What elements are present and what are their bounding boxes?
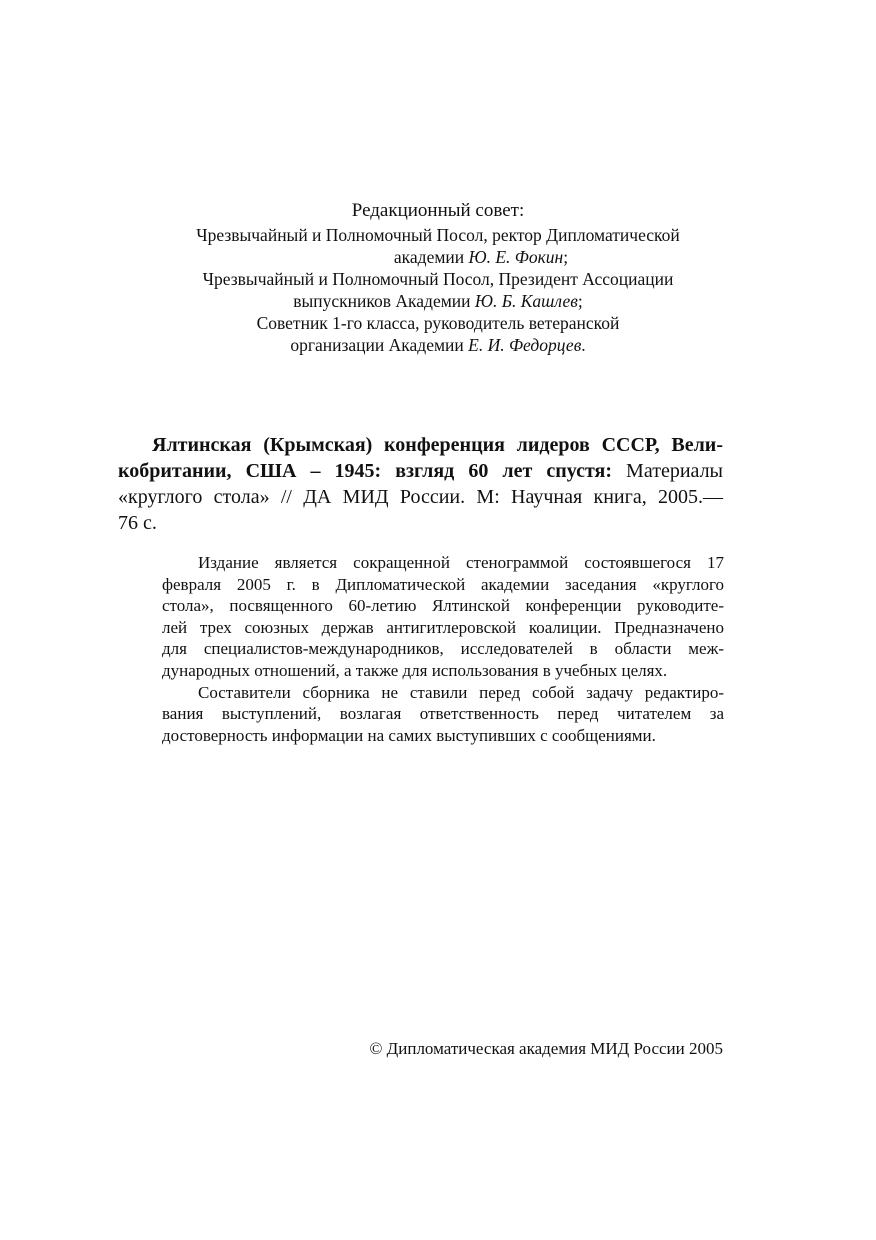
abstract (162, 552, 724, 746)
board-text: ; (577, 291, 583, 311)
editorial-board-line: Чрезвычайный и Полномочный Посол, Президент Ассоциации (202, 269, 674, 289)
biblio-line: 76 с. (118, 512, 157, 534)
board-member-name: Ю. Е. Фокин (468, 247, 564, 267)
biblio-text: Материалы (612, 460, 723, 482)
editorial-board-line (0, 246, 876, 268)
editorial-board-line (0, 290, 876, 312)
editorial-board-line: Чрезвычайный и Полномочный Посол, ректор Дипломатической (196, 225, 680, 245)
editorial-board (0, 198, 876, 356)
bibliographic-record (118, 432, 723, 536)
biblio-line: «круглого стола» // ДА МИД России. М: Научная книга, 2005.— (118, 486, 723, 508)
copyright-notice: © Дипломатическая академия МИД России 2005 (369, 1039, 723, 1058)
abstract-line: Издание является сокращенной стенограммой состоявшегося 17 (198, 553, 724, 572)
board-text: ; (563, 247, 569, 267)
abstract-line: дународных отношений, а также для использования в учебных целях. (162, 660, 668, 680)
abstract-line: достоверность информации на самих выступивших с сообщениями. (162, 725, 656, 745)
abstract-line: вания выступлений, возлагая ответственность перед читателем за (162, 704, 724, 724)
board-text: академии (393, 247, 469, 267)
abstract-line: лей трех союзных держав антигитлеровской коалиции. Предназначено (162, 617, 724, 637)
biblio-line (118, 458, 723, 484)
abstract-line: февраля 2005 г. в Дипломатической академии заседания «круглого (162, 574, 724, 594)
editorial-board-title: Редакционный совет: (351, 200, 525, 221)
board-text: выпускников Академии (293, 291, 475, 311)
abstract-line: стола», посвященного 60-летию Ялтинской конференции руководите- (162, 596, 724, 616)
book-title: кобритании, США – 1945: взгляд 60 лет спустя: (118, 460, 613, 482)
board-text: организации Академии (290, 335, 469, 355)
abstract-line: Составители сборника не ставили перед собой задачу редактиро- (198, 682, 724, 702)
biblio-line (118, 432, 723, 458)
editorial-board-line: Советник 1-го класса, руководитель ветеранской (256, 313, 620, 333)
editorial-board-line (0, 334, 876, 356)
book-title: Ялтинская (Крымская) конференция лидеров СССР, Вели- (152, 434, 723, 456)
board-text: . (581, 335, 586, 355)
board-member-name: Ю. Б. Кашлев (474, 291, 578, 311)
board-member-name: Е. И. Федорцев (468, 335, 582, 355)
abstract-line: для специалистов-международников, исследователей в области меж- (162, 639, 724, 659)
